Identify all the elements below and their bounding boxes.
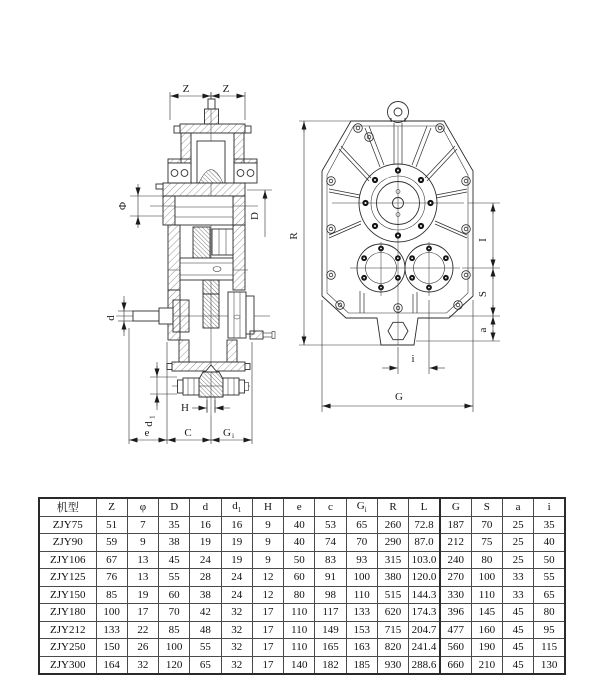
value-cell: 74 bbox=[315, 534, 346, 552]
value-cell: 120 bbox=[159, 656, 190, 674]
column-header: G bbox=[440, 498, 471, 516]
value-cell: 65 bbox=[534, 586, 565, 604]
dim-H bbox=[181, 400, 230, 414]
value-cell: 13 bbox=[127, 551, 158, 569]
value-cell: 240 bbox=[440, 551, 471, 569]
value-cell: 35 bbox=[159, 516, 190, 534]
table-row bbox=[39, 586, 565, 604]
dim-label-z-right: Z bbox=[222, 83, 230, 95]
value-cell: 190 bbox=[471, 639, 502, 657]
value-cell: 149 bbox=[315, 621, 346, 639]
value-cell: 45 bbox=[502, 639, 533, 657]
value-cell: 38 bbox=[159, 534, 190, 552]
value-cell: 33 bbox=[502, 586, 533, 604]
value-cell: 50 bbox=[534, 551, 565, 569]
value-cell: 715 bbox=[377, 621, 408, 639]
table-row bbox=[39, 639, 565, 657]
model-cell: ZJY90 bbox=[39, 534, 96, 552]
dim-label-D: D bbox=[249, 212, 261, 220]
value-cell: 100 bbox=[471, 569, 502, 587]
value-cell: 270 bbox=[440, 569, 471, 587]
value-cell: 110 bbox=[284, 604, 315, 622]
bottom-housing bbox=[167, 340, 250, 371]
value-cell: 38 bbox=[190, 586, 221, 604]
value-cell: 98 bbox=[315, 586, 346, 604]
value-cell: 133 bbox=[346, 604, 377, 622]
value-cell: 51 bbox=[96, 516, 127, 534]
value-cell: 55 bbox=[190, 639, 221, 657]
column-header: a bbox=[502, 498, 533, 516]
value-cell: 185 bbox=[346, 656, 377, 674]
value-cell: 145 bbox=[471, 604, 502, 622]
value-cell: 182 bbox=[315, 656, 346, 674]
model-cell: ZJY75 bbox=[39, 516, 96, 534]
column-header: φ bbox=[127, 498, 158, 516]
value-cell: 260 bbox=[377, 516, 408, 534]
value-cell: 130 bbox=[534, 656, 565, 674]
value-cell: 110 bbox=[471, 586, 502, 604]
value-cell: 288.6 bbox=[409, 656, 440, 674]
dim-label-I: I bbox=[477, 238, 489, 242]
value-cell: 150 bbox=[96, 639, 127, 657]
value-cell: 620 bbox=[377, 604, 408, 622]
value-cell: 241.4 bbox=[409, 639, 440, 657]
value-cell: 32 bbox=[221, 621, 252, 639]
value-cell: 9 bbox=[127, 534, 158, 552]
column-header: $G_i$ bbox=[346, 498, 377, 516]
model-cell: ZJY150 bbox=[39, 586, 96, 604]
header-row bbox=[39, 498, 565, 516]
value-cell: 45 bbox=[159, 551, 190, 569]
value-cell: 160 bbox=[471, 621, 502, 639]
dim-label-a: a bbox=[477, 327, 489, 333]
value-cell: 80 bbox=[534, 604, 565, 622]
dim-label-d: d bbox=[105, 315, 117, 321]
value-cell: 163 bbox=[346, 639, 377, 657]
value-cell: 45 bbox=[502, 656, 533, 674]
value-cell: 35 bbox=[534, 516, 565, 534]
value-cell: 70 bbox=[471, 516, 502, 534]
main-cylinder bbox=[156, 183, 245, 225]
value-cell: 40 bbox=[534, 534, 565, 552]
value-cell: 17 bbox=[252, 604, 283, 622]
value-cell: 12 bbox=[252, 586, 283, 604]
value-cell: 19 bbox=[190, 534, 221, 552]
value-cell: 25 bbox=[502, 551, 533, 569]
value-cell: 24 bbox=[221, 586, 252, 604]
dim-label-C: C bbox=[184, 427, 192, 439]
spec-table bbox=[38, 497, 566, 675]
table-row bbox=[39, 656, 565, 674]
value-cell: 91 bbox=[315, 569, 346, 587]
model-cell: ZJY106 bbox=[39, 551, 96, 569]
value-cell: 25 bbox=[502, 516, 533, 534]
value-cell: 110 bbox=[284, 639, 315, 657]
value-cell: 32 bbox=[221, 604, 252, 622]
value-cell: 72.8 bbox=[409, 516, 440, 534]
column-header: d bbox=[190, 498, 221, 516]
table-row bbox=[39, 551, 565, 569]
value-cell: 164 bbox=[96, 656, 127, 674]
value-cell: 26 bbox=[127, 639, 158, 657]
dim-label-phi: Φ bbox=[117, 201, 129, 211]
column-header: Z bbox=[96, 498, 127, 516]
model-cell: ZJY212 bbox=[39, 621, 96, 639]
value-cell: 9 bbox=[252, 516, 283, 534]
dim-label-z-left: Z bbox=[182, 83, 190, 95]
value-cell: 65 bbox=[346, 516, 377, 534]
column-header: L bbox=[409, 498, 440, 516]
value-cell: 210 bbox=[471, 656, 502, 674]
value-cell: 7 bbox=[127, 516, 158, 534]
value-cell: 100 bbox=[346, 569, 377, 587]
input-shaft-top bbox=[205, 99, 219, 124]
column-header: H bbox=[252, 498, 283, 516]
value-cell: 117 bbox=[315, 604, 346, 622]
column-header: $d_1$ bbox=[221, 498, 252, 516]
table-body bbox=[39, 516, 565, 674]
value-cell: 16 bbox=[190, 516, 221, 534]
value-cell: 17 bbox=[127, 604, 158, 622]
value-cell: 40 bbox=[284, 516, 315, 534]
value-cell: 12 bbox=[252, 569, 283, 587]
value-cell: 477 bbox=[440, 621, 471, 639]
value-cell: 53 bbox=[315, 516, 346, 534]
value-cell: 204.7 bbox=[409, 621, 440, 639]
dim-label-e: e bbox=[144, 427, 150, 439]
value-cell: 133 bbox=[96, 621, 127, 639]
value-cell: 17 bbox=[252, 656, 283, 674]
value-cell: 110 bbox=[346, 586, 377, 604]
value-cell: 24 bbox=[221, 569, 252, 587]
value-cell: 33 bbox=[502, 569, 533, 587]
table-row bbox=[39, 516, 565, 534]
column-header: e bbox=[284, 498, 315, 516]
dim-d1 bbox=[143, 362, 177, 427]
value-cell: 48 bbox=[190, 621, 221, 639]
dim-label-R: R bbox=[288, 232, 300, 240]
value-cell: 9 bbox=[252, 534, 283, 552]
value-cell: 32 bbox=[127, 656, 158, 674]
column-header: c bbox=[315, 498, 346, 516]
value-cell: 75 bbox=[471, 534, 502, 552]
value-cell: 9 bbox=[252, 551, 283, 569]
dim-label-d1-sub: 1 bbox=[147, 415, 157, 419]
model-cell: ZJY180 bbox=[39, 604, 96, 622]
value-cell: 45 bbox=[502, 604, 533, 622]
value-cell: 22 bbox=[127, 621, 158, 639]
value-cell: 17 bbox=[252, 639, 283, 657]
value-cell: 42 bbox=[190, 604, 221, 622]
column-header: S bbox=[471, 498, 502, 516]
value-cell: 930 bbox=[377, 656, 408, 674]
value-cell: 40 bbox=[284, 534, 315, 552]
column-header: i bbox=[534, 498, 565, 516]
value-cell: 660 bbox=[440, 656, 471, 674]
table-row bbox=[39, 604, 565, 622]
value-cell: 95 bbox=[534, 621, 565, 639]
value-cell: 19 bbox=[221, 534, 252, 552]
dim-label-S: S bbox=[477, 290, 489, 298]
left-view-section bbox=[105, 83, 275, 444]
value-cell: 560 bbox=[440, 639, 471, 657]
value-cell: 28 bbox=[190, 569, 221, 587]
value-cell: 144.3 bbox=[409, 586, 440, 604]
value-cell: 110 bbox=[284, 621, 315, 639]
table-row bbox=[39, 569, 565, 587]
value-cell: 380 bbox=[377, 569, 408, 587]
dim-label-G1-sub: i bbox=[232, 431, 235, 440]
value-cell: 212 bbox=[440, 534, 471, 552]
dim-label-d1: d bbox=[143, 421, 155, 427]
value-cell: 85 bbox=[159, 621, 190, 639]
output-shaft-section bbox=[133, 290, 275, 340]
value-cell: 100 bbox=[159, 639, 190, 657]
dim-label-H: H bbox=[181, 402, 189, 414]
value-cell: 115 bbox=[534, 639, 565, 657]
value-cell: 16 bbox=[221, 516, 252, 534]
value-cell: 32 bbox=[221, 639, 252, 657]
value-cell: 820 bbox=[377, 639, 408, 657]
gear-section bbox=[168, 225, 245, 294]
value-cell: 83 bbox=[315, 551, 346, 569]
column-header: R bbox=[377, 498, 408, 516]
value-cell: 140 bbox=[284, 656, 315, 674]
model-cell: ZJY250 bbox=[39, 639, 96, 657]
dim-D bbox=[247, 190, 272, 237]
dim-R bbox=[288, 121, 381, 345]
model-cell: ZJY125 bbox=[39, 569, 96, 587]
value-cell: 315 bbox=[377, 551, 408, 569]
dim-chain-right bbox=[416, 203, 500, 341]
right-view-front bbox=[288, 102, 500, 413]
value-cell: 330 bbox=[440, 586, 471, 604]
value-cell: 120.0 bbox=[409, 569, 440, 587]
model-cell: ZJY300 bbox=[39, 656, 96, 674]
value-cell: 85 bbox=[96, 586, 127, 604]
dim-label-G: G bbox=[395, 391, 403, 403]
value-cell: 55 bbox=[534, 569, 565, 587]
value-cell: 153 bbox=[346, 621, 377, 639]
dim-label-i: i bbox=[411, 353, 415, 365]
value-cell: 93 bbox=[346, 551, 377, 569]
value-cell: 24 bbox=[190, 551, 221, 569]
value-cell: 65 bbox=[190, 656, 221, 674]
value-cell: 87.0 bbox=[409, 534, 440, 552]
value-cell: 396 bbox=[440, 604, 471, 622]
dim-label-G1: G bbox=[223, 427, 231, 439]
value-cell: 515 bbox=[377, 586, 408, 604]
value-cell: 50 bbox=[284, 551, 315, 569]
value-cell: 80 bbox=[471, 551, 502, 569]
value-cell: 45 bbox=[502, 621, 533, 639]
value-cell: 165 bbox=[315, 639, 346, 657]
value-cell: 290 bbox=[377, 534, 408, 552]
value-cell: 174.3 bbox=[409, 604, 440, 622]
value-cell: 100 bbox=[96, 604, 127, 622]
value-cell: 67 bbox=[96, 551, 127, 569]
value-cell: 19 bbox=[127, 586, 158, 604]
value-cell: 80 bbox=[284, 586, 315, 604]
value-cell: 70 bbox=[159, 604, 190, 622]
table-row bbox=[39, 534, 565, 552]
value-cell: 103.0 bbox=[409, 551, 440, 569]
value-cell: 76 bbox=[96, 569, 127, 587]
value-cell: 17 bbox=[252, 621, 283, 639]
value-cell: 60 bbox=[284, 569, 315, 587]
value-cell: 19 bbox=[221, 551, 252, 569]
column-header: 机型 bbox=[39, 498, 96, 516]
value-cell: 32 bbox=[221, 656, 252, 674]
lifting-eye bbox=[388, 102, 409, 123]
value-cell: 59 bbox=[96, 534, 127, 552]
value-cell: 13 bbox=[127, 569, 158, 587]
value-cell: 187 bbox=[440, 516, 471, 534]
value-cell: 70 bbox=[346, 534, 377, 552]
table-row bbox=[39, 621, 565, 639]
value-cell: 25 bbox=[502, 534, 533, 552]
value-cell: 55 bbox=[159, 569, 190, 587]
column-header: D bbox=[159, 498, 190, 516]
value-cell: 60 bbox=[159, 586, 190, 604]
